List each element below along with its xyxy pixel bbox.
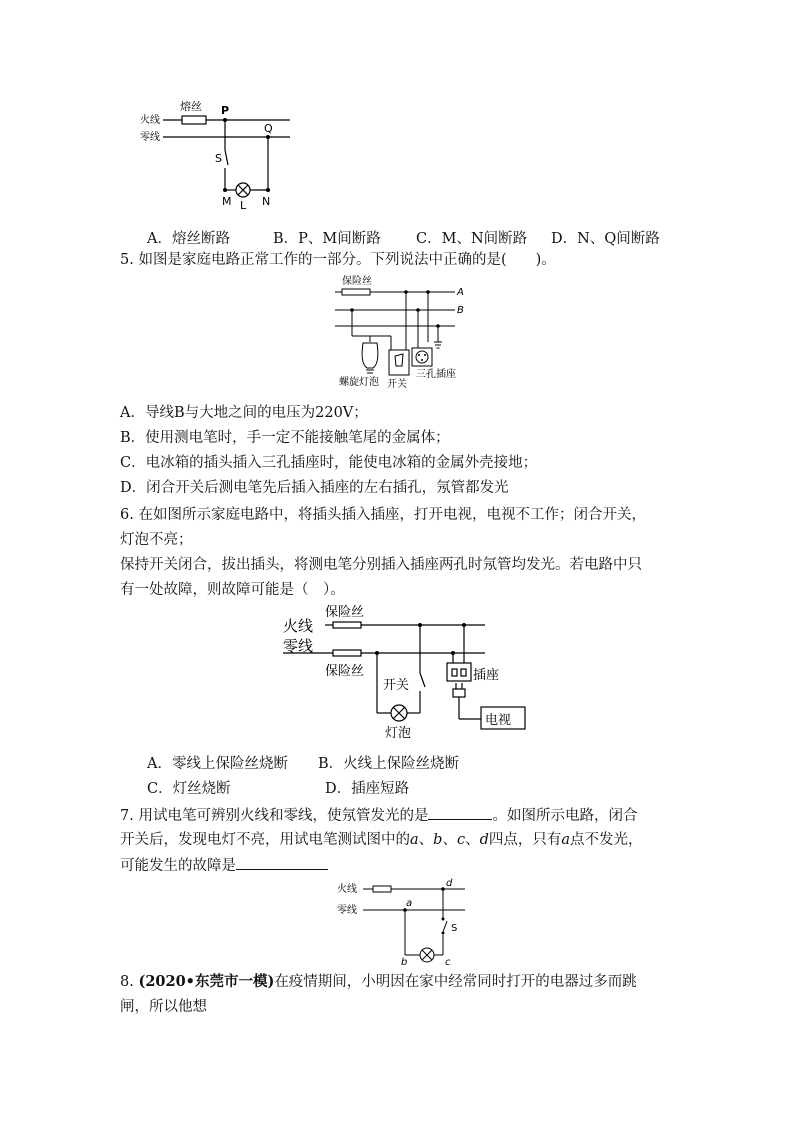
q4-options	[0, 227, 800, 247]
q7-blank-1[interactable]	[428, 805, 492, 820]
q8-source: (2020•东莞市一模)	[138, 973, 275, 990]
fuse-label: 保险丝	[342, 276, 372, 287]
neutral-wire-label: 零线	[337, 905, 357, 916]
tv-label: 电视	[485, 713, 512, 728]
fuse-circuit-figure	[135, 95, 295, 210]
switch-s-label: S	[215, 152, 222, 165]
household-circuit-figure	[330, 270, 478, 398]
bulb-label: 灯泡	[385, 726, 412, 741]
q6-option-a: A．零线上保险丝烧断	[147, 756, 288, 772]
q5-option-d: D．闭合开关后测电笔先后插入插座的左右插孔，氖管都发光	[120, 480, 509, 496]
q4-option-d: D．N、Q间断路	[551, 231, 660, 247]
q5-option-a: A．导线B与大地之间的电压为220V；	[120, 405, 368, 421]
q8-line1: 8. (2020•东莞市一模)在疫情期间，小明因在家中经常同时打开的电器过多而跳	[120, 973, 637, 990]
point-d-label: d	[446, 878, 453, 889]
q5-option-b: B．使用测电笔时，手一定不能接触笔尾的金属体；	[120, 430, 450, 446]
wire-a-label: A	[457, 287, 464, 298]
test-pen-circuit-figure	[335, 875, 475, 967]
q5-option-c: C．电冰箱的插头插入三孔插座时，能使电冰箱的金属外壳接地；	[120, 455, 538, 471]
point-n-label: N	[262, 195, 271, 208]
q6-option-d: D．插座短路	[325, 781, 410, 797]
wire-b-label: B	[457, 305, 464, 316]
point-p-label: P	[221, 104, 230, 117]
live-fuse-label: 保险丝	[325, 605, 365, 620]
q7-line2: 开关后，发现电灯不亮，用试电笔测试图中的a、b、c、d四点，只有a点不发光，	[120, 832, 643, 848]
tv-circuit-figure	[275, 603, 535, 741]
live-wire-label: 火线	[140, 115, 160, 126]
point-q-label: Q	[264, 122, 273, 135]
switch-s-label: S	[451, 923, 458, 934]
q4-option-c: C．M、N间断路	[416, 231, 528, 247]
switch-label: 开关	[387, 379, 407, 390]
q7-line1: 7. 用试电笔可辨别火线和零线，使氖管发光的是 。如图所示电路，闭合	[120, 805, 637, 826]
neutral-wire-label: 零线	[283, 637, 314, 655]
q6-stem-line4: 有一处故障，则故障可能是（ ）。	[120, 582, 345, 598]
socket-label: 三孔插座	[416, 369, 456, 380]
q6-options-row2	[0, 777, 800, 797]
q7-blank-2[interactable]	[236, 855, 328, 870]
fuse-label: 熔丝	[180, 100, 202, 113]
q5-stem: 5. 如图是家庭电路正常工作的一部分。下列说法中正确的是( )。	[120, 252, 556, 268]
q7-line3: 可能发生的故障是	[120, 855, 328, 876]
point-c-label: c	[445, 957, 451, 967]
q6-stem-line2: 灯泡不亮；	[120, 532, 193, 548]
q6-options-row1	[0, 752, 800, 772]
switch-label: 开关	[383, 678, 410, 693]
socket-label: 插座	[473, 668, 500, 683]
q4-option-a: A．熔丝断路	[147, 231, 230, 247]
point-b-label: b	[401, 957, 408, 967]
bulb-label: 螺旋灯泡	[339, 377, 379, 388]
q4-option-b: B．P、M间断路	[273, 231, 381, 247]
live-wire-label: 火线	[283, 617, 314, 635]
neutral-fuse-label: 保险丝	[325, 664, 365, 679]
live-wire-label: 火线	[337, 884, 357, 895]
point-a-label: a	[406, 898, 413, 909]
q6-option-b: B．火线上保险丝烧断	[318, 756, 460, 772]
q6-option-c: C．灯丝烧断	[147, 781, 231, 797]
lamp-l-label: L	[240, 199, 247, 210]
q6-stem-line1: 6. 在如图所示家庭电路中，将插头插入插座，打开电视，电视不工作；闭合开关，	[120, 507, 646, 523]
q8-line2: 闸，所以他想	[120, 999, 207, 1015]
point-m-label: M	[222, 195, 232, 208]
neutral-wire-label: 零线	[140, 132, 160, 143]
q6-stem-line3: 保持开关闭合，拔出插头，将测电笔分别插入插座两孔时氖管均发光。若电路中只	[120, 557, 642, 573]
